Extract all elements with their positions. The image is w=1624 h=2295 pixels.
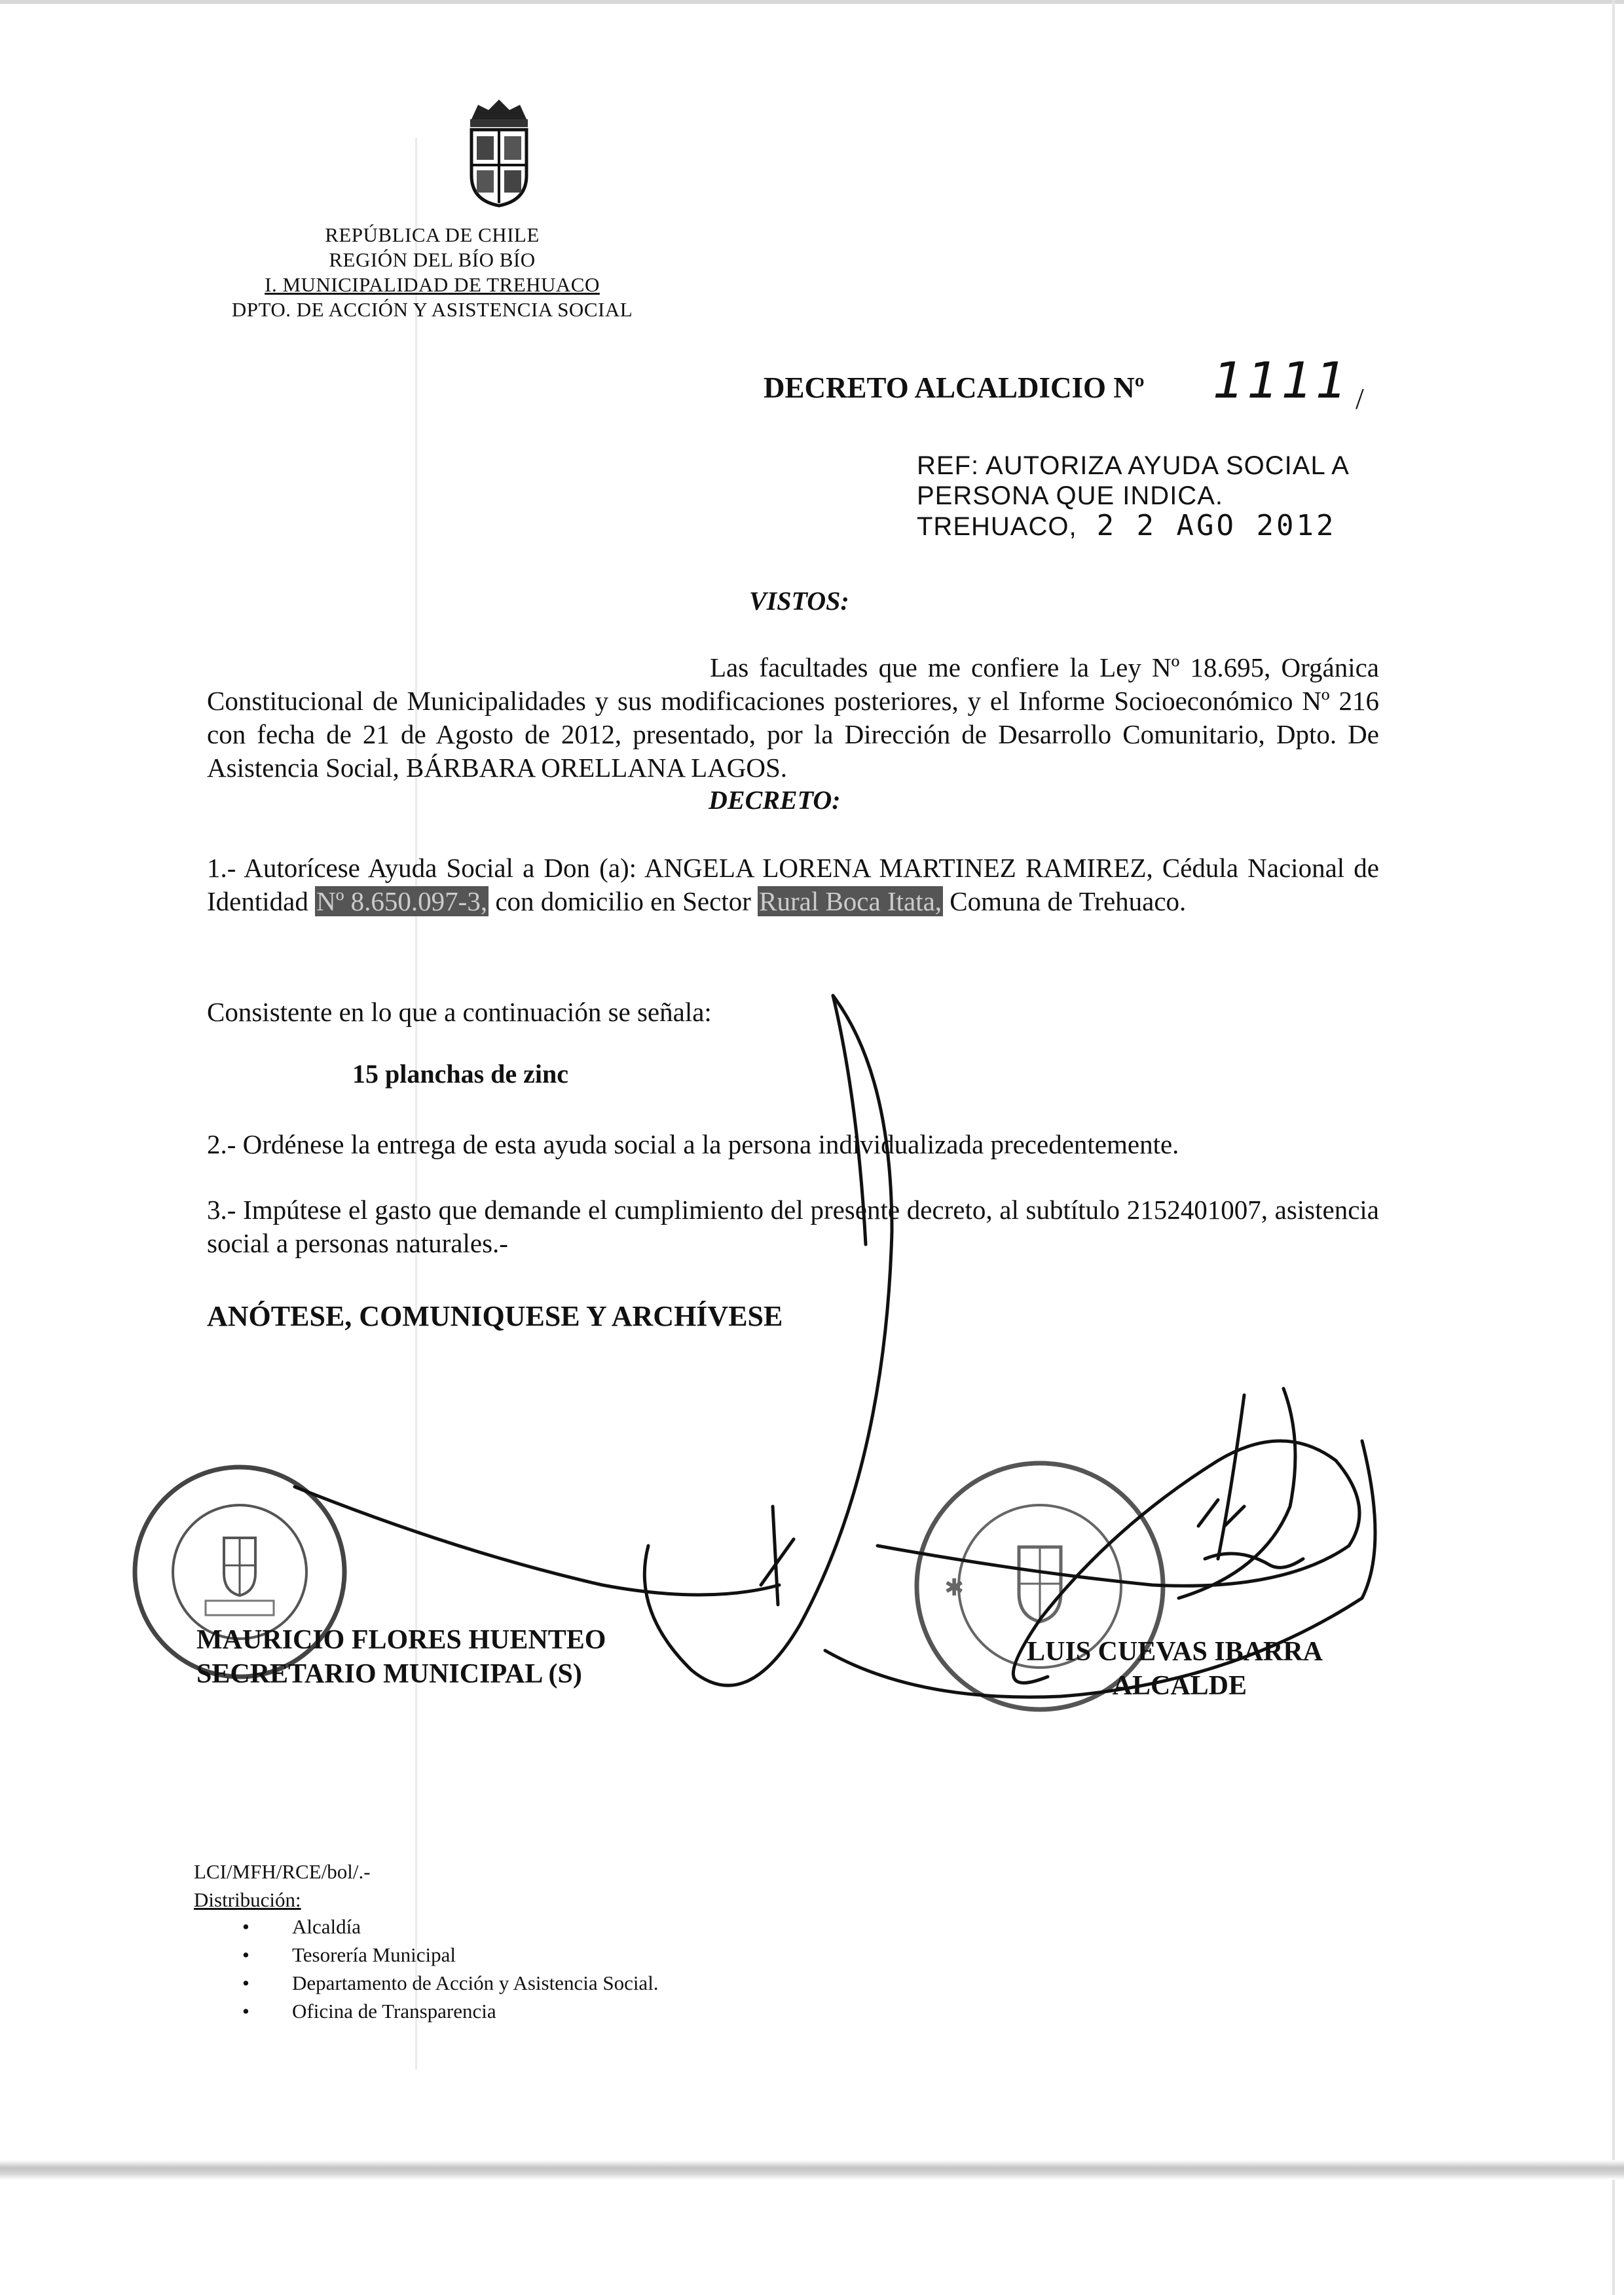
reference-place-date — [917, 511, 1350, 542]
scan-right-edge — [1612, 0, 1615, 2295]
mayor-title: ALCALDE — [1112, 1671, 1247, 1701]
item1-middle: con domicilio en Sector — [495, 886, 751, 916]
secretary-signature-block — [196, 1623, 606, 1691]
distribution-item: • Tesorería Municipal — [242, 1941, 659, 1969]
vistos-heading: VISTOS: — [749, 586, 849, 616]
decree-number-slash: / — [1356, 382, 1364, 415]
reference-place: TREHUACO, — [917, 512, 1077, 541]
decree-item-2: 2.- Ordénese la entrega de esta ayuda social a la persona individualizada precedentemente. — [207, 1129, 1179, 1159]
header-country: REPÚBLICA DE CHILE — [325, 223, 540, 246]
paper-fold-line — [415, 138, 417, 2070]
secretary-name: MAURICIO FLORES HUENTEO — [196, 1625, 606, 1655]
mayor-name: LUIS CUEVAS IBARRA — [1027, 1637, 1323, 1667]
distribution-label: Distribución: — [194, 1888, 301, 1911]
redacted-sector: Rural Boca Itata, — [759, 886, 942, 916]
decree-item-1 — [207, 851, 1379, 918]
decree-item-3: 3.- Impútese el gasto que demande el cumplimiento del presente decreto, al subtítulo 2152401007, asistencia social a personas naturales.- — [207, 1195, 1379, 1258]
svg-text:✱: ✱ — [944, 1575, 965, 1601]
reference-line-2: PERSONA QUE INDICA. — [917, 481, 1223, 510]
secretary-title: SECRETARIO MUNICIPAL (S) — [196, 1659, 582, 1689]
reference-line-1: REF: AUTORIZA AYUDA SOCIAL A — [917, 451, 1350, 480]
header-department: DPTO. DE ACCIÓN Y ASISTENCIA SOCIAL — [231, 298, 633, 321]
scan-bottom-edge — [0, 2160, 1624, 2180]
municipal-crest-icon — [462, 90, 536, 208]
header-municipality: I. MUNICIPALIDAD DE TREHUACO — [265, 273, 600, 296]
reference-block — [917, 451, 1350, 542]
distribution-item: • Alcaldía — [242, 1912, 659, 1941]
aid-items: 15 planchas de zinc — [352, 1059, 569, 1089]
scan-top-edge — [0, 0, 1624, 4]
redacted-id-number: Nº 8.650.097-3, — [316, 886, 488, 916]
reference-initials: LCI/MFH/RCE/bol/.- — [194, 1860, 371, 1883]
distribution-item: • Oficina de Transparencia — [242, 1997, 659, 2025]
distribution-item: • Departamento de Acción y Asistencia Social. — [242, 1969, 659, 1997]
vistos-paragraph: Las facultades que me confiere la Ley Nº 18.695, Orgánica Constitucional de Municipalidades y sus modificaciones posteriores, y el Informe Socioeconómico Nº 216 con fecha de 21 de Agosto de 2012, presentado, por la Dirección de Desarrollo Comunitario, Dpto. De Asistencia Social, BÁRBARA ORELLANA LAGOS. — [207, 652, 1379, 783]
item1-suffix: Comuna de Trehuaco. — [950, 886, 1187, 916]
decreto-heading: DECRETO: — [709, 785, 841, 815]
header-region: REGIÓN DEL BÍO BÍO — [329, 248, 536, 271]
decree-number-handwritten: 1111 — [1213, 351, 1350, 409]
closing-formula: ANÓTESE, COMUNIQUESE Y ARCHÍVESE — [207, 1300, 783, 1332]
decree-title: DECRETO ALCALDICIO Nº — [764, 371, 1145, 404]
item1-prefix: 1.- Autorícese Ayuda Social a Don (a): ANGELA LORENA MARTINEZ RAMIREZ, Cédula Nacional de Identidad — [207, 853, 1379, 916]
consistente-line: Consistente en lo que a continuación se señala: — [207, 997, 712, 1027]
distribution-list — [242, 1912, 659, 2025]
reference-date-stamp: 2 2 AGO 2012 — [1096, 509, 1337, 542]
issuer-header — [196, 223, 668, 322]
mayor-signature-block — [1027, 1635, 1323, 1703]
